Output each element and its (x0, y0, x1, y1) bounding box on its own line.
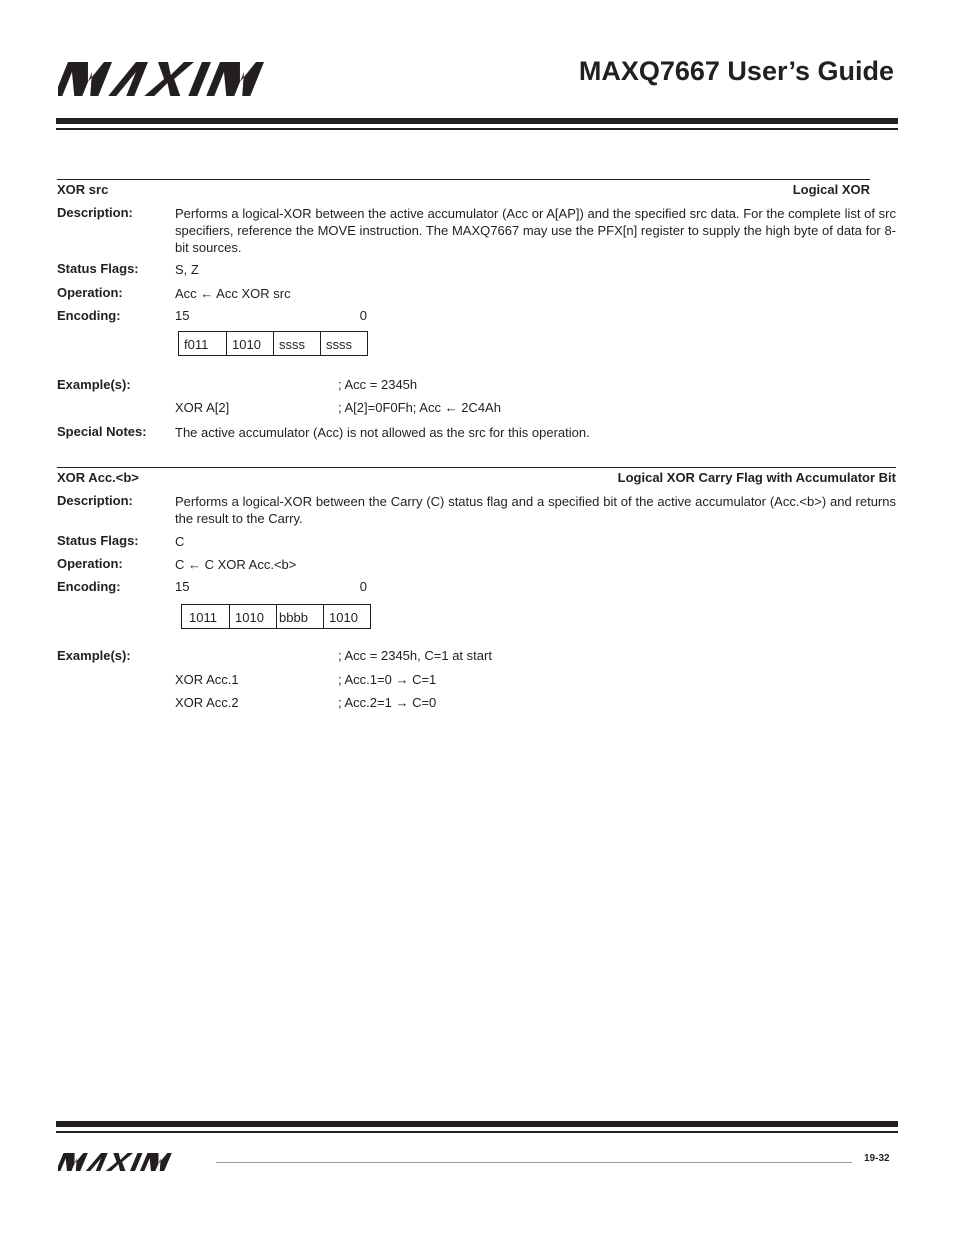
special-notes-text: The active accumulator (Acc) is not allowed as the src for this operation. (175, 425, 590, 440)
encoding-cell: f011 (184, 337, 209, 352)
operation-value: C ← C XOR Acc.<b> (175, 557, 297, 572)
encoding-high-bit: 15 (175, 579, 190, 594)
instruction-kind: Logical XOR Carry Flag with Accumulator Bit (617, 470, 896, 485)
example-comment: ; A[2]=0F0Fh; Acc ← 2C4Ah (338, 400, 501, 415)
instruction-kind: Logical XOR (792, 182, 870, 197)
example-comment: ; Acc = 2345h, C=1 at start (338, 648, 492, 663)
special-notes-label: Special Notes: (57, 424, 147, 439)
encoding-high-bit: 15 (175, 308, 190, 323)
examples-label: Example(s): (57, 648, 131, 663)
description-label: Description: (57, 205, 133, 220)
operation-label: Operation: (57, 556, 123, 571)
encoding-low-bit: 0 (359, 308, 367, 323)
status-flags-value: C (175, 534, 185, 549)
encoding-cell: 1010 (323, 605, 370, 628)
document-title: MAXQ7667 User’s Guide (578, 56, 894, 86)
encoding-cell: 1011 (189, 610, 217, 625)
encoding-label: Encoding: (57, 579, 121, 594)
section-header (57, 467, 896, 486)
status-flags-label: Status Flags: (57, 533, 139, 548)
example-comment: ; Acc = 2345h (338, 377, 418, 392)
maxim-footer-logo (58, 1153, 206, 1171)
footer-rule-thick (56, 1121, 898, 1127)
encoding-cell: ssss (273, 332, 320, 355)
section-header (57, 179, 870, 198)
encoding-label: Encoding: (57, 308, 121, 323)
header-rule-thick (56, 118, 898, 124)
description-label: Description: (57, 493, 133, 508)
status-flags-value: S, Z (175, 262, 199, 277)
encoding-cell: bbbb (276, 605, 323, 628)
footer-rule-thin (56, 1131, 898, 1133)
description-text: Performs a logical-XOR between the Carry (C) status flag and a specified bit of the active accumulator (Acc.<b>) and returns the result to the Carry. (175, 494, 896, 526)
instruction-section-xor-src (57, 179, 896, 444)
example-comment: ; Acc.1=0 → C=1 (338, 672, 437, 687)
encoding-table (181, 604, 371, 629)
encoding-low-bit: 0 (359, 579, 367, 594)
instruction-name: XOR Acc.<b> (57, 470, 139, 485)
header-rule-thin (56, 128, 898, 130)
footer-divider (216, 1162, 852, 1163)
description-text: Performs a logical-XOR between the active accumulator (Acc or A[AP]) and the specified src data. For the complete list of src specifiers, reference the MOVE instruction. The MAXQ7667 may use the PFX[n] register to supply the high byte of data for 8-bit sources. (175, 206, 896, 255)
encoding-cell: 1010 (226, 332, 273, 355)
encoding-table (178, 331, 368, 356)
examples-label: Example(s): (57, 377, 131, 392)
page-number: 19-32 (864, 1153, 890, 1164)
instruction-section-xor-acc-bit (57, 467, 896, 717)
instruction-name: XOR src (57, 182, 109, 197)
operation-value: Acc ← Acc XOR src (175, 286, 291, 301)
operation-label: Operation: (57, 285, 123, 300)
maxim-logo (58, 62, 326, 96)
encoding-cell: ssss (320, 332, 367, 355)
example-comment: ; Acc.2=1 → C=0 (338, 695, 437, 710)
status-flags-label: Status Flags: (57, 261, 139, 276)
example-code: XOR Acc.1 (175, 672, 239, 687)
example-code: XOR Acc.2 (175, 695, 239, 710)
example-code: XOR A[2] (175, 400, 230, 415)
encoding-cell: 1010 (229, 605, 276, 628)
